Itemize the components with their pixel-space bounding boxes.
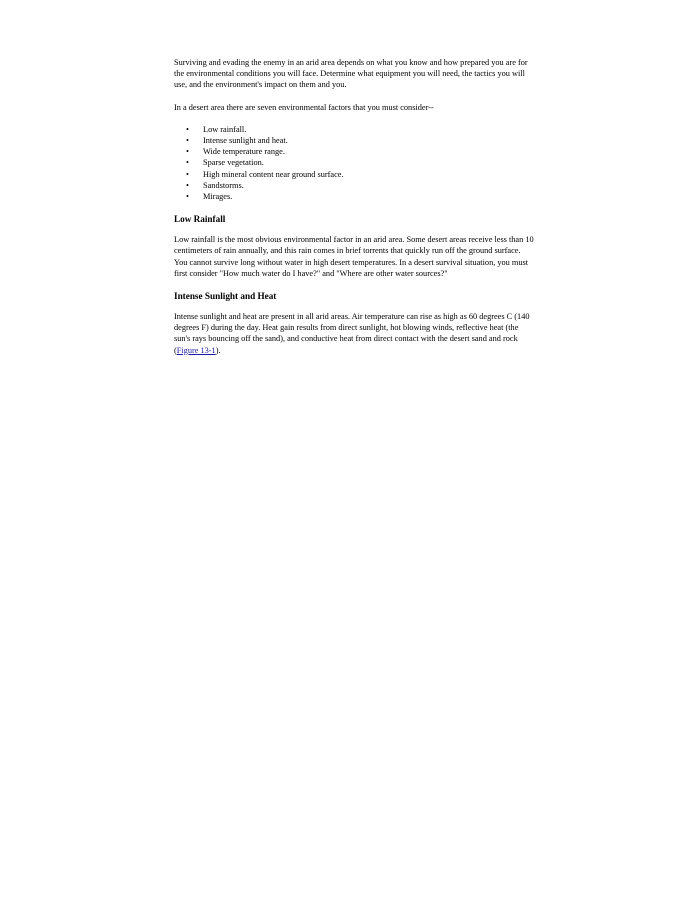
intro-paragraph: Surviving and evading the enemy in an arid area depends on what you know and how prepared you are for the environmental conditions you will face. Determine what equipment you will need, the tactics you will use, and the environment's impact on them and you. [174, 58, 528, 90]
low-rainfall-paragraph: Low rainfall is the most obvious environmental factor in an arid area. Some desert areas receive less than 10 centimeters of rain annually, and this rain comes in brief torrents that quickly run off the ground surface. You cannot survive long without water in high desert temperatures. In a desert survival situation, you must first consider "How much water do I have?" and "Where are other water sources?" [174, 235, 534, 278]
intense-sunlight-paragraph [174, 311, 534, 356]
low-rainfall-heading: Low Rainfall [174, 214, 226, 225]
list-item: • Wide temperature range. [203, 146, 534, 157]
environmental-factors-list [174, 124, 534, 202]
list-item: • Intense sunlight and heat. [203, 135, 534, 146]
list-item: • High mineral content near ground surface. [203, 169, 534, 180]
list-item: • Low rainfall. [203, 124, 534, 135]
list-item: • Sandstorms. [203, 180, 534, 191]
list-item: • Mirages. [203, 191, 534, 202]
figure-13-1-link[interactable]: Figure 13-1 [176, 345, 216, 355]
factors-intro-paragraph: In a desert area there are seven environmental factors that you must consider-- [174, 102, 434, 112]
intense-sunlight-text-end: ). [215, 345, 221, 355]
document-page [174, 57, 534, 356]
list-item: • Sparse vegetation. [203, 157, 534, 168]
intense-sunlight-text: Intense sunlight and heat are present in all arid areas. Air temperature can rise as high as 60 degrees C (140 degrees F) during the day. Heat gain results from direct sunlight, hot blowing winds, reflective heat (the sun's rays bouncing off the sand), and conductive heat from direct contact with the desert sand and rock ( [174, 312, 530, 355]
intense-sunlight-heading: Intense Sunlight and Heat [174, 291, 277, 302]
